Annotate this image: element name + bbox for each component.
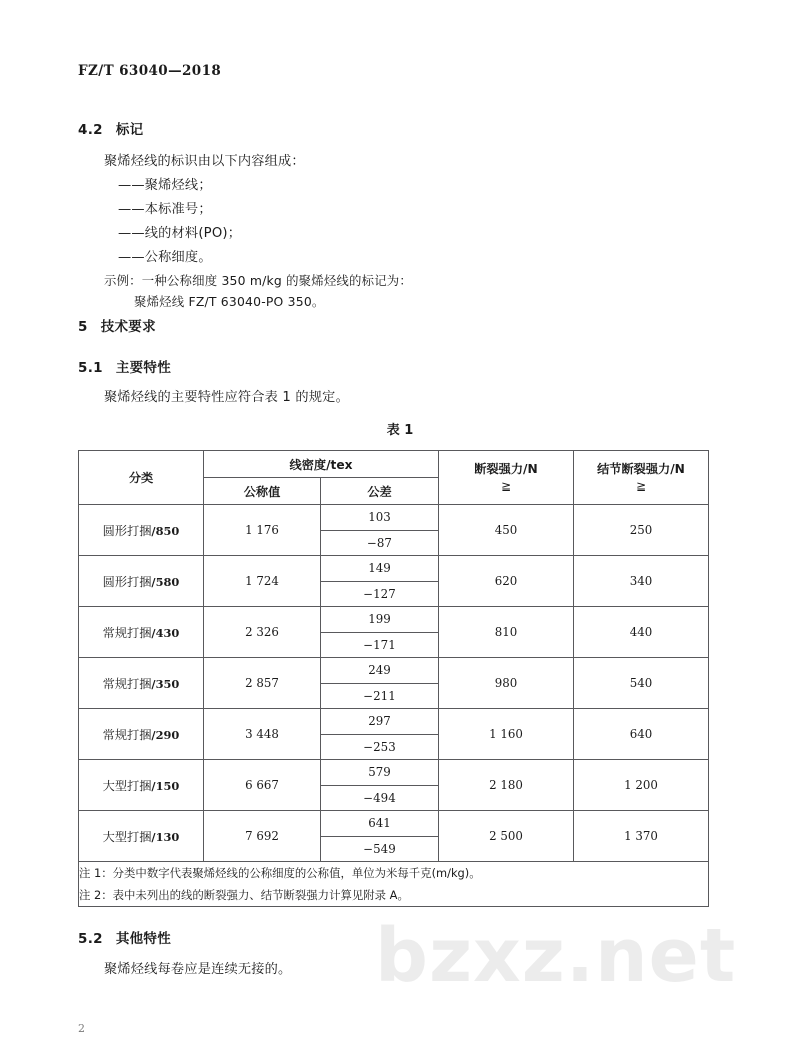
col-header-tolerance: 公差 [321,478,439,505]
table-header-row-1 [79,451,709,478]
cell-category [79,811,204,862]
table-row [79,607,709,658]
cell-category [79,658,204,709]
example-line-2: 聚烯烃线 FZ/T 63040-PO 350。 [134,294,325,309]
tolerance-upper: 103 [321,505,438,531]
cell-knot-force: 1 370 [574,811,709,862]
cell-tolerance [321,556,439,607]
clause-5-1-heading [78,356,171,376]
category-name: 常规打捆 [102,625,152,640]
tolerance-lower: −87 [367,535,392,550]
cell-nominal: 1 176 [204,505,321,556]
cell-category [79,760,204,811]
category-number: /130 [151,829,180,844]
clause-4-2-number: 4.2 [78,122,103,138]
cell-category [79,505,204,556]
tolerance-upper: 249 [321,658,438,684]
tolerance-upper: 149 [321,556,438,582]
category-name: 大型打捆 [102,829,152,844]
table-row [79,760,709,811]
category-number: /350 [151,676,180,691]
tolerance-lower: −549 [363,841,396,856]
clause-5-heading [78,315,156,335]
category-name: 常规打捆 [102,727,152,742]
cell-breaking-force: 2 500 [439,811,574,862]
cell-knot-force: 340 [574,556,709,607]
cell-breaking-force: 1 160 [439,709,574,760]
tolerance-lower: −253 [363,739,396,754]
cell-category [79,556,204,607]
clause-4-2-title: 标记 [115,122,144,138]
list-item: ——本标准号； [118,202,212,217]
table-caption: 表 1 [386,423,414,438]
tolerance-lower: −171 [363,637,396,652]
clause-5-2-heading [78,927,171,947]
cell-tolerance [321,709,439,760]
cell-breaking-force: 980 [439,658,574,709]
cell-tolerance [321,811,439,862]
clause-5-1-number: 5.1 [78,360,103,376]
table-row [79,709,709,760]
col-header-category: 分类 [79,451,204,505]
tolerance-lower: −494 [363,790,396,805]
table-notes [79,862,709,907]
table-notes-row [79,862,709,907]
col-header-nominal: 公称值 [204,478,321,505]
standard-number-header: FZ/T 63040—2018 [78,63,222,79]
table-note-1: 注 1：分类中数字代表聚烯烃线的公称细度的公称值，单位为米每千克(m/kg)。 [79,866,481,880]
clause-5-2-body: 聚烯烃线每卷应是连续无接的。 [104,962,292,977]
cell-knot-force: 440 [574,607,709,658]
col-header-breaking-force [439,451,574,505]
clause-4-2-heading [78,118,143,138]
clause-5-number: 5 [78,319,88,335]
cell-nominal: 2 857 [204,658,321,709]
cell-nominal: 2 326 [204,607,321,658]
category-name: 圆形打捆 [102,523,152,538]
cell-breaking-force: 620 [439,556,574,607]
tolerance-upper: 199 [321,607,438,633]
category-number: /580 [151,574,180,589]
spec-table-body [79,505,709,907]
col-header-knot-breaking-force-label: 结节断裂强力/N [597,462,685,477]
cell-knot-force: 540 [574,658,709,709]
cell-tolerance [321,658,439,709]
greater-equal-icon: ≧ [635,478,647,493]
col-header-breaking-force-label: 断裂强力/N [474,462,538,477]
cell-breaking-force: 450 [439,505,574,556]
tolerance-upper: 579 [321,760,438,786]
col-header-linear-density: 线密度/tex [204,451,439,478]
cell-tolerance [321,505,439,556]
spec-table-container [78,450,708,907]
category-number: /290 [151,727,180,742]
tolerance-upper: 641 [321,811,438,837]
list-item: ——聚烯烃线； [118,178,212,193]
cell-breaking-force: 2 180 [439,760,574,811]
watermark-bzxz: bzxz.net [375,913,737,999]
list-item: ——公称细度。 [118,250,212,265]
table-row [79,505,709,556]
clause-5-1-title: 主要特性 [115,360,172,376]
category-name: 圆形打捆 [102,574,152,589]
table-row [79,556,709,607]
page-number: 2 [78,1022,85,1035]
clause-5-1-body: 聚烯烃线的主要特性应符合表 1 的规定。 [104,390,349,405]
cell-category [79,709,204,760]
tolerance-upper: 297 [321,709,438,735]
table-note-2: 注 2：表中未列出的线的断裂强力、结节断裂强力计算见附录 A。 [79,888,409,903]
cell-tolerance [321,607,439,658]
tolerance-lower: −211 [363,688,396,703]
clause-4-2-intro: 聚烯烃线的标识由以下内容组成： [104,154,305,169]
cell-nominal: 6 667 [204,760,321,811]
clause-5-title: 技术要求 [100,319,156,335]
list-item: ——线的材料(PO)； [118,226,242,241]
cell-nominal: 7 692 [204,811,321,862]
cell-breaking-force: 810 [439,607,574,658]
clause-5-2-title: 其他特性 [115,931,172,947]
clause-5-2-number: 5.2 [78,931,103,947]
cell-tolerance [321,760,439,811]
category-name: 大型打捆 [102,778,152,793]
cell-category [79,607,204,658]
cell-nominal: 1 724 [204,556,321,607]
greater-equal-icon: ≧ [500,478,512,493]
cell-nominal: 3 448 [204,709,321,760]
spec-table [78,450,709,907]
cell-knot-force: 250 [574,505,709,556]
category-number: /150 [151,778,180,793]
cell-knot-force: 640 [574,709,709,760]
tolerance-lower: −127 [363,586,396,601]
category-name: 常规打捆 [102,676,152,691]
col-header-knot-breaking-force [574,451,709,505]
table-row [79,811,709,862]
table-row [79,658,709,709]
category-number: /430 [151,625,180,640]
cell-knot-force: 1 200 [574,760,709,811]
category-number: /850 [151,523,180,538]
example-line-1: 示例：一种公称细度 350 m/kg 的聚烯烃线的标记为： [104,273,412,288]
